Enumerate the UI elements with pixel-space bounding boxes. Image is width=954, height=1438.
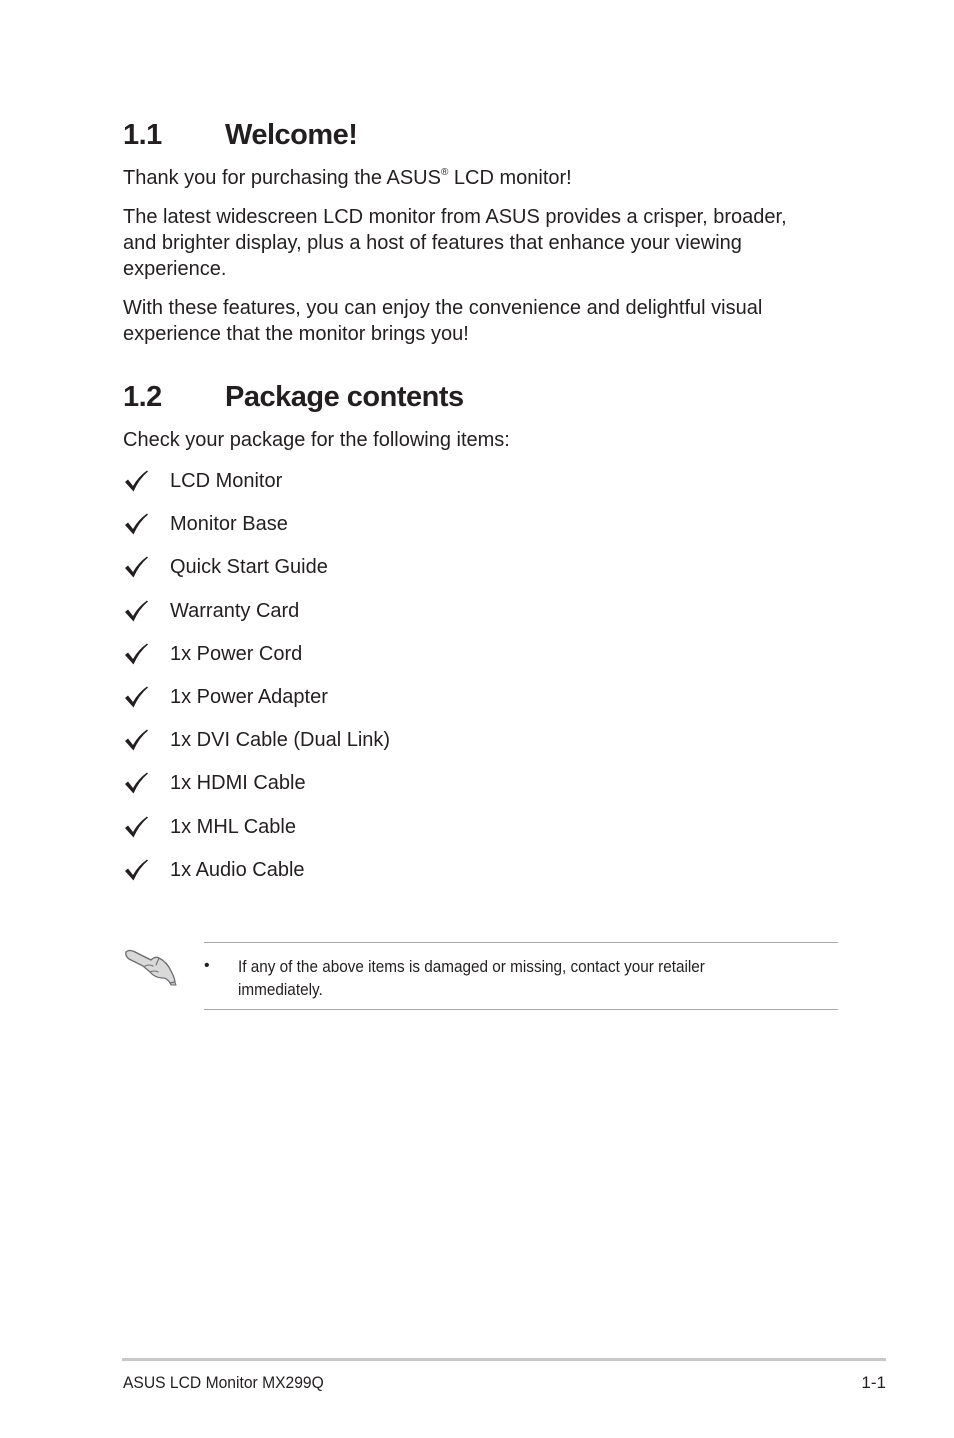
intro-paragraph: The latest widescreen LCD monitor from ASUS provides a crisper, broader, and brighter display, plus a host of features that enhance your viewing experience. bbox=[123, 206, 787, 280]
checkmark-icon bbox=[123, 771, 149, 795]
checkmark-icon bbox=[123, 858, 149, 882]
note-text: If any of the above items is damaged or missing, contact your retailer immediately. bbox=[238, 957, 705, 999]
item-label: 1x Power Adapter bbox=[170, 686, 328, 708]
item-label: Warranty Card bbox=[170, 600, 300, 622]
list-item bbox=[123, 814, 296, 840]
list-item bbox=[123, 857, 305, 883]
features-paragraph: With these features, you can enjoy the convenience and delightful visual experience that the monitor brings you! bbox=[123, 297, 763, 345]
list-item bbox=[123, 468, 283, 494]
thanks-paragraph bbox=[123, 165, 823, 191]
checkmark-icon bbox=[123, 512, 149, 536]
checkmark-icon bbox=[123, 469, 149, 493]
section-number: 1.1 bbox=[123, 119, 162, 151]
item-label: 1x DVI Cable (Dual Link) bbox=[170, 729, 391, 751]
item-label: 1x HDMI Cable bbox=[170, 772, 306, 794]
section-title: Package contents bbox=[225, 381, 464, 413]
checkmark-icon bbox=[123, 555, 149, 579]
registered-mark: ® bbox=[440, 167, 449, 178]
footer-product-name: ASUS LCD Monitor MX299Q bbox=[123, 1373, 324, 1392]
hand-note-icon bbox=[123, 938, 179, 986]
item-label: Monitor Base bbox=[170, 513, 288, 535]
checkmark-icon bbox=[123, 815, 149, 839]
list-item bbox=[123, 641, 303, 667]
section-number: 1.2 bbox=[123, 381, 162, 413]
list-item bbox=[123, 598, 300, 624]
note-box bbox=[204, 942, 838, 1010]
checkmark-icon bbox=[123, 599, 149, 623]
item-label: LCD Monitor bbox=[170, 470, 283, 492]
item-label: Quick Start Guide bbox=[170, 556, 328, 578]
checkmark-icon bbox=[123, 685, 149, 709]
list-item bbox=[123, 511, 288, 537]
section-heading-package bbox=[123, 383, 464, 412]
list-item bbox=[123, 684, 328, 710]
list-item bbox=[123, 554, 328, 580]
list-item bbox=[123, 770, 306, 796]
checkmark-icon bbox=[123, 642, 149, 666]
item-label: 1x Power Cord bbox=[170, 643, 303, 665]
item-label: 1x MHL Cable bbox=[170, 816, 296, 838]
footer-page-number: 1-1 bbox=[861, 1373, 886, 1392]
checkmark-icon bbox=[123, 728, 149, 752]
item-label: 1x Audio Cable bbox=[170, 859, 305, 881]
list-item bbox=[123, 727, 391, 753]
thanks-text-end: LCD monitor! bbox=[448, 167, 572, 189]
package-intro: Check your package for the following items: bbox=[123, 429, 510, 451]
footer-divider bbox=[122, 1358, 886, 1361]
note-bullet: • bbox=[204, 957, 210, 974]
thanks-text: Thank you for purchasing the ASUS bbox=[123, 167, 441, 189]
section-title: Welcome! bbox=[225, 119, 358, 151]
section-heading-welcome bbox=[123, 121, 357, 150]
